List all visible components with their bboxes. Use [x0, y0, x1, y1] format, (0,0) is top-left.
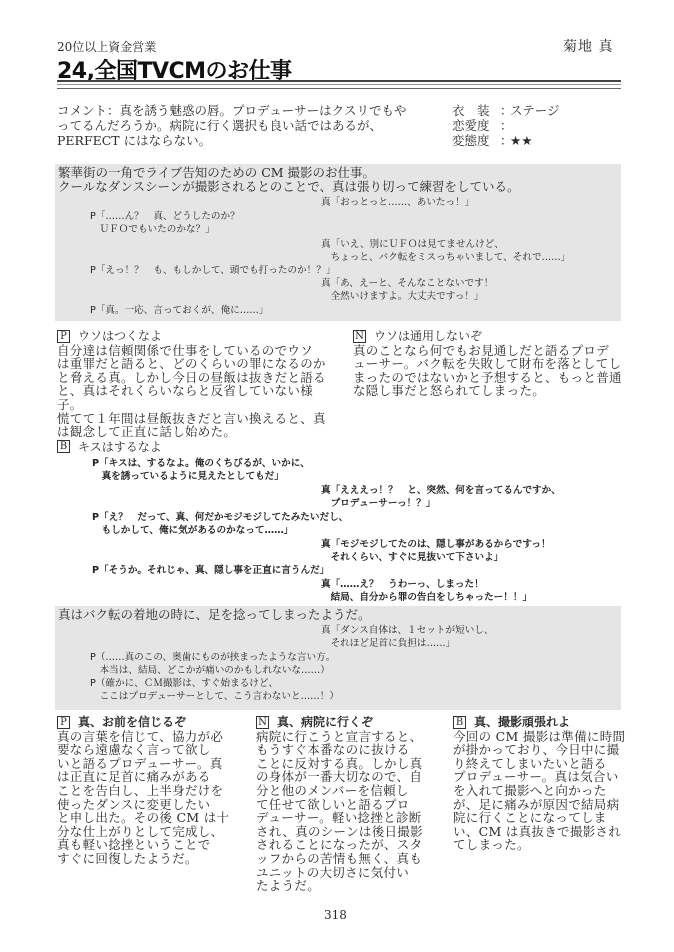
body-line: 使ったダンスに変更したい [57, 796, 211, 812]
choice-title: 真、撮影頑張れよ [474, 715, 571, 729]
dialogue-makoto: 真「モジモジしてたのは、隠し事があるからですっ！ [321, 539, 551, 550]
character-name: 菊地 真 [563, 39, 614, 55]
body-line: デューサー。軽い捻挫と診断 [256, 810, 422, 826]
body-line: が掛かっており、今日中に撮 [453, 742, 620, 758]
body-line: い、CM は真抜きで撮影され [453, 823, 622, 839]
body-line: 病院に行こうと宣言すると、 [256, 728, 423, 744]
dialogue-makoto: 真「いえ、別にＵＦＯは見てませんけど、 [321, 239, 504, 250]
star-rating-icon: ★★ [510, 133, 533, 148]
body-line: されることになったが、スタ [256, 837, 423, 853]
choice-bad-2 [453, 716, 633, 852]
separator: ： [500, 133, 513, 148]
dialogue-p: もしかして、俺に気があるのかなって……」 [92, 525, 294, 536]
body-line: プロデューサー。真は気合い [453, 769, 619, 785]
choice-header [57, 716, 237, 730]
choice-body [453, 730, 633, 852]
dialogue-p: 本当は、結局、どこかが痛いのかもしれないな……） [90, 665, 330, 676]
body-line: 自分達は信頼関係で仕事をしているのでウソ [57, 342, 314, 358]
body-line: 今回の CM 撮影は準備に時間 [453, 728, 626, 744]
body-line: は重罪だと語ると、どのくらいの罪になるのか [57, 356, 326, 372]
body-line: な隠し事だと怒られてしまった。 [353, 383, 546, 399]
choice-header [353, 330, 628, 344]
choice-normal-1 [353, 330, 628, 398]
dialogue-makoto: それくらい、すぐに見抜いて下さいよ」 [321, 552, 504, 563]
badge-bad-icon: B [453, 716, 466, 729]
choice-normal-2 [256, 716, 436, 893]
dialogue-makoto: 真「おっとっと……、あいたっ！」 [321, 197, 475, 208]
dialogue-p: P「え？ だって、真、何だかモジモジしてたみたいだし、 [92, 512, 349, 523]
comment-block [57, 103, 432, 148]
separator: ： [500, 118, 513, 133]
choice-title: 真、お前を信じるぞ [78, 715, 187, 729]
choice-title: 真、病院に行くぞ [277, 715, 374, 729]
title-divider [57, 80, 621, 89]
body-line: り終えてしまいたいと語る [453, 755, 607, 771]
choice-title: ウソはつくなよ [78, 329, 163, 343]
dialogue-makoto: 全然いけますよ。大丈夫ですっ！」 [321, 291, 484, 302]
narration-line: 繁華街の一角でライブ告知のための CM 撮影のお仕事。 [58, 165, 376, 180]
body-line: ューサー。バク転を失敗して財布を落としてし [353, 356, 622, 372]
body-line: ッフからの苦情も無く、真も [256, 850, 423, 866]
choice-bad-1 [57, 438, 627, 603]
hentai-label: 変態度 [452, 133, 490, 148]
dialogue-makoto: 真「……え？ うわーっ、しまった！ [321, 579, 484, 590]
body-line: て任せて欲しいと語るプロ [256, 796, 410, 812]
dialogue-makoto: 真「あ、えーと、そんなことないです！ [321, 278, 494, 289]
body-line: まったのではないかと予想すると、もっと普通 [353, 369, 622, 385]
dialogue-p: P「キスは、するなよ。俺のくちびるが、いかに、 [92, 458, 310, 469]
dialogue-p: ＵＦＯでもいたのかな？」 [90, 224, 215, 235]
body-line: すぐに回復したようだ。 [57, 850, 198, 866]
body-line: の身体が一番大切なので、自 [256, 769, 423, 785]
body-line: ユニットの大切さに気付い [256, 864, 410, 880]
dialogue-makoto: ちょっと、バク転をミスっちゃいまして、それで……」 [321, 252, 571, 263]
dialogue-p: P「そうか。それじゃ、真、隠し事を正直に言うんだ」 [92, 565, 330, 576]
badge-perfect-icon: P [57, 716, 70, 729]
body-line: が、足に痛みが原因で結局病 [453, 796, 620, 812]
choice-title: キスはするなよ [78, 440, 162, 454]
dialogue-makoto: 真「えええっ！？ と、突然、何を言ってるんですか、 [321, 485, 561, 496]
body-line: 真のことなら何でもお見通しだと語るプロデ [353, 342, 610, 358]
comment-line: コメント：真を誘う魅惑の唇。プロデューサーはクスリでもや [57, 103, 407, 118]
body-line: され、真のシーンは後日撮影 [256, 823, 423, 839]
body-line: は正直に足首に痛みがある [57, 769, 211, 785]
body-line: たようだ。 [256, 878, 321, 894]
body-line: 真も軽い捻挫ということで [57, 837, 211, 853]
choice-header [57, 330, 332, 344]
badge-bad-icon: B [57, 440, 70, 453]
body-line: 要なら遠慮なく言って欲し [57, 742, 211, 758]
body-line: 真の言葉を信じて、協力が必 [57, 728, 224, 744]
dialogue-p: 真を誘っているように見えたとしてもだ」 [92, 471, 284, 482]
choice-body [57, 730, 237, 866]
love-label: 恋愛度 [452, 118, 490, 133]
costume-label: 衣 装 [452, 103, 490, 118]
dialogue-makoto: プロデューサーっ！？」 [321, 498, 436, 509]
choice-body [353, 344, 628, 398]
meta-block [452, 103, 560, 148]
badge-normal-icon: N [353, 330, 366, 343]
narration-line: クールなダンスシーンが撮影されるとのことで、真は張り切って練習をしている。 [58, 179, 520, 194]
body-line: ことに反対する真。しかし真 [256, 755, 423, 771]
body-line: ことを告白し、上半身だけを [57, 782, 224, 798]
body-line: 分な仕上がりとして完成し、 [57, 823, 224, 839]
chapter-category: 20位以上資金営業 [57, 40, 157, 54]
body-line: いと語るプロデューサー。真 [57, 755, 223, 771]
scene-box-2 [55, 606, 621, 710]
choice-header [57, 438, 162, 455]
meta-costume [452, 103, 560, 118]
body-line: と脅える真。しかし今日の昼飯は抜きだと語る [57, 369, 326, 385]
narration [58, 166, 520, 194]
dialogue-makoto: それほど足首に負担は……」 [321, 638, 456, 649]
choice-perfect-1 [57, 330, 332, 439]
body-line: もうすぐ本番なのに抜ける [256, 742, 410, 758]
comment-line: ってるんだろうか。病院に行く選択も良い話ではあるが、 [57, 118, 383, 133]
body-line: てしまった。 [453, 837, 530, 853]
body-line: 慌てて１年間は昼飯抜きだと言い換えると、真 [57, 410, 326, 426]
choice-header [453, 716, 633, 730]
comment-line: PERFECT にはならない。 [57, 133, 212, 148]
page-title: 24,全国TVCMのお仕事 [57, 59, 292, 84]
scene-box-1 [55, 164, 621, 321]
costume-value: ステージ [510, 103, 560, 118]
dialogue-p: P「真。一応、言っておくが、俺に……」 [90, 305, 269, 316]
body-line: を入れて撮影へと向かった [453, 782, 607, 798]
badge-normal-icon: N [256, 716, 269, 729]
dialogue-makoto: 結局、自分から罪の告白をしちゃったー！！」 [321, 592, 533, 603]
dialogue-p: ここはプロデューサーとして、こう言わないと……！） [90, 691, 339, 702]
body-line: と申し出た。その後 CM は十 [57, 810, 230, 826]
narration: 真はバク転の着地の時に、足を捻ってしまったようだ。 [58, 607, 371, 622]
body-line: 院に行くことになってしま [453, 810, 607, 826]
choice-perfect-2 [57, 716, 237, 866]
dialogue-p: P（……真のこの、奥歯にものが挟まったような言い方。 [90, 652, 336, 663]
choice-title: ウソは通用しないぞ [374, 329, 483, 343]
choice-header [256, 716, 436, 730]
badge-perfect-icon: P [57, 330, 70, 343]
dialogue-p: P「えっ！？ も、もしかして、頭でも打ったのか！？」 [90, 265, 336, 276]
dialogue-makoto: 真「ダンス自体は、１セットが短いし、 [321, 625, 494, 636]
dialogue-p: P（確かに、ＣＭ撮影は、すぐ始まるけど、 [90, 678, 279, 689]
dialogue-p: P「……ん？ 真、どうしたのか？ [90, 211, 240, 222]
page-number: 318 [324, 908, 347, 922]
separator: ： [500, 103, 513, 118]
meta-hentai [452, 133, 560, 148]
choice-body [57, 344, 332, 439]
meta-love [452, 118, 560, 133]
body-line: は観念して正直に話し始めた。 [57, 424, 237, 440]
body-line: と、真はそれくらいならと反省していない様子。 [57, 383, 314, 412]
body-line: 分と他のメンバーを信頼し [256, 782, 409, 798]
choice-body [256, 730, 436, 893]
